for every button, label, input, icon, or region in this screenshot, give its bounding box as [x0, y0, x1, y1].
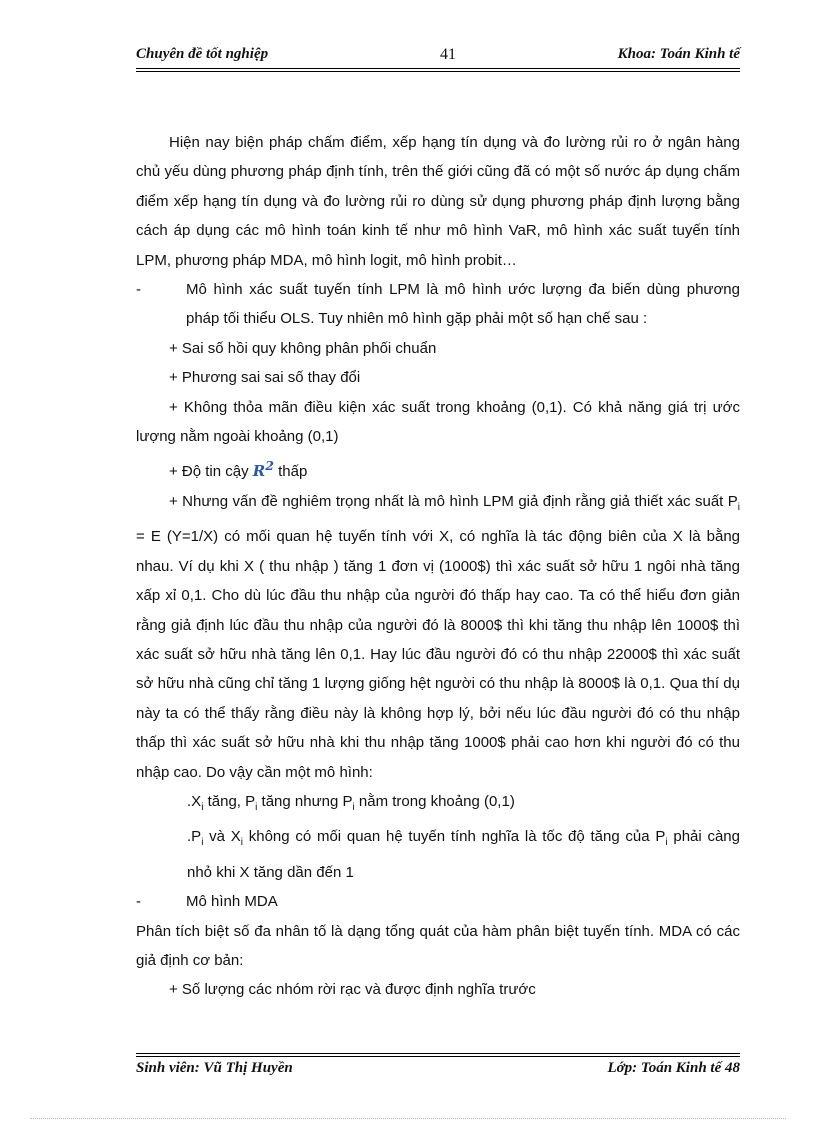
c2-text-d: phải càng nhỏ khi X tăng dần đến 1	[187, 828, 740, 881]
heading-mda: Mô hình MDA	[186, 893, 278, 911]
c1-text-b: tăng, P	[203, 792, 256, 810]
condition-1	[136, 787, 740, 822]
document-body	[136, 128, 740, 1005]
r-squared-suffix: thấp	[273, 463, 308, 481]
main-issue-text-b: = E (Y=1/X) có mối quan hệ tuyến tính với X, có nghĩa là tác động biên của X là bằng nhau. Ví dụ khi X ( thu nhập ) tăng 1 đơn vị (1000$) thì xác suất sở hữu 1 ngôi nhà tăng xấp xỉ 0,1. Cho dù lúc đầu thu nhập của người đó thấp hay cao. Ta có thể hiểu đơn giản rằng giả định lúc đầu thu nhập của người đó là 8000$ thì khi tăng thu nhập lên 1000$ thì xác suất sở hữu nhà tăng lên 0,1. Hay lúc đầu người đó có thu nhập 22000$ thì xác suất sở hữu nhà cũng chỉ tăng 1 lượng giống hệt người có thu nhập là 8000$ là 0,1. Qua thí dụ này ta có thể thấy rằng điều này là không hợp lý, bởi nếu lúc đầu người đó có thu nhập thấp thì xác suất sở hữu nhà khi thu nhập tăng 1000$ phải cao hơn khi người đó có thu nhập cao. Do vậy cần một mô hình:	[136, 528, 740, 781]
footer-class: Lớp: Toán Kinh tế 48	[607, 1060, 740, 1076]
bullet-r-squared	[136, 451, 740, 486]
footer-rule	[136, 1053, 740, 1054]
header-department: Khoa: Toán Kinh tế	[617, 46, 740, 62]
bullet-groups: + Số lượng các nhóm rời rạc và được định nghĩa trước	[169, 981, 536, 999]
c2-text-b: và X	[203, 828, 241, 846]
c1-text-d: nằm trong khoảng (0,1)	[354, 792, 515, 810]
header-rule-2	[136, 71, 740, 72]
subscript-i: i	[240, 837, 243, 849]
paragraph-intro: Hiện nay biện pháp chấm điểm, xếp hạng tín dụng và đo lường rủi ro ở ngân hàng chủ yếu dùng phương pháp định tính, trên thế giới cũng đã có một số nước áp dụng chấm điểm xếp hạng tín dụng và đo lường rủi ro dùng sử dụng phương pháp định lượng bằng cách áp dụng các mô hình toán kinh tế như mô hình VaR, mô hình xác suất tuyến tính LPM, phương pháp MDA, mô hình logit, mô hình probit…	[136, 134, 740, 269]
dash-marker: -	[136, 281, 141, 299]
c1-text-a: .X	[187, 792, 202, 810]
footer-student: Sinh viên: Vũ Thị Huyền	[136, 1060, 293, 1076]
paragraph-lpm: Mô hình xác suất tuyến tính LPM là mô hình ước lượng đa biến dùng phương pháp tối thiểu OLS. Tuy nhiên mô hình gặp phải một số hạn chế sau :	[186, 281, 740, 328]
c2-text-c: không có mối quan hệ tuyến tính nghĩa là tốc độ tăng của P	[243, 828, 666, 846]
subscript-i: i	[255, 801, 258, 813]
condition-2	[136, 822, 740, 887]
dash-item-lpm	[136, 275, 740, 334]
subscript-i: i	[352, 801, 355, 813]
main-issue-text-a: + Nhưng vấn đề nghiêm trọng nhất là mô hình LPM giả định rằng giả thiết xác suất P	[169, 492, 738, 510]
r-squared-exponent: 2	[265, 458, 274, 474]
page-bottom-border	[30, 1118, 786, 1119]
subscript-i: i	[665, 837, 668, 849]
bullet-residuals: + Sai số hồi quy không phân phối chuẩn	[169, 339, 437, 357]
footer-rule-2	[136, 1056, 740, 1057]
paragraph-main-issue	[136, 487, 740, 787]
subscript-i: i	[737, 501, 740, 513]
r-squared-symbol: R	[252, 462, 266, 481]
dash-item-mda	[136, 887, 740, 916]
dash-marker: -	[136, 893, 141, 911]
header-rule	[136, 68, 740, 69]
page-footer	[136, 1060, 740, 1082]
c2-text-a: .P	[187, 828, 202, 846]
page-header	[136, 46, 740, 68]
page-number: 41	[440, 46, 456, 63]
bullet-variance: + Phương sai sai số thay đổi	[169, 369, 361, 387]
paragraph-mda: Phân tích biệt số đa nhân tố là dạng tổng quát của hàm phân biệt tuyến tính. MDA có các giả định cơ bản:	[136, 922, 740, 969]
header-title: Chuyên đề tốt nghiệp	[136, 46, 269, 62]
bullet-probability-range: + Không thỏa mãn điều kiện xác suất trong khoảng (0,1). Có khả năng giá trị ước lượng nằm ngoài khoảng (0,1)	[136, 398, 740, 446]
subscript-i: i	[201, 837, 204, 849]
subscript-i: i	[201, 801, 204, 813]
r-squared-prefix: + Độ tin cậy	[169, 463, 253, 481]
c1-text-c: tăng nhưng P	[257, 792, 353, 810]
